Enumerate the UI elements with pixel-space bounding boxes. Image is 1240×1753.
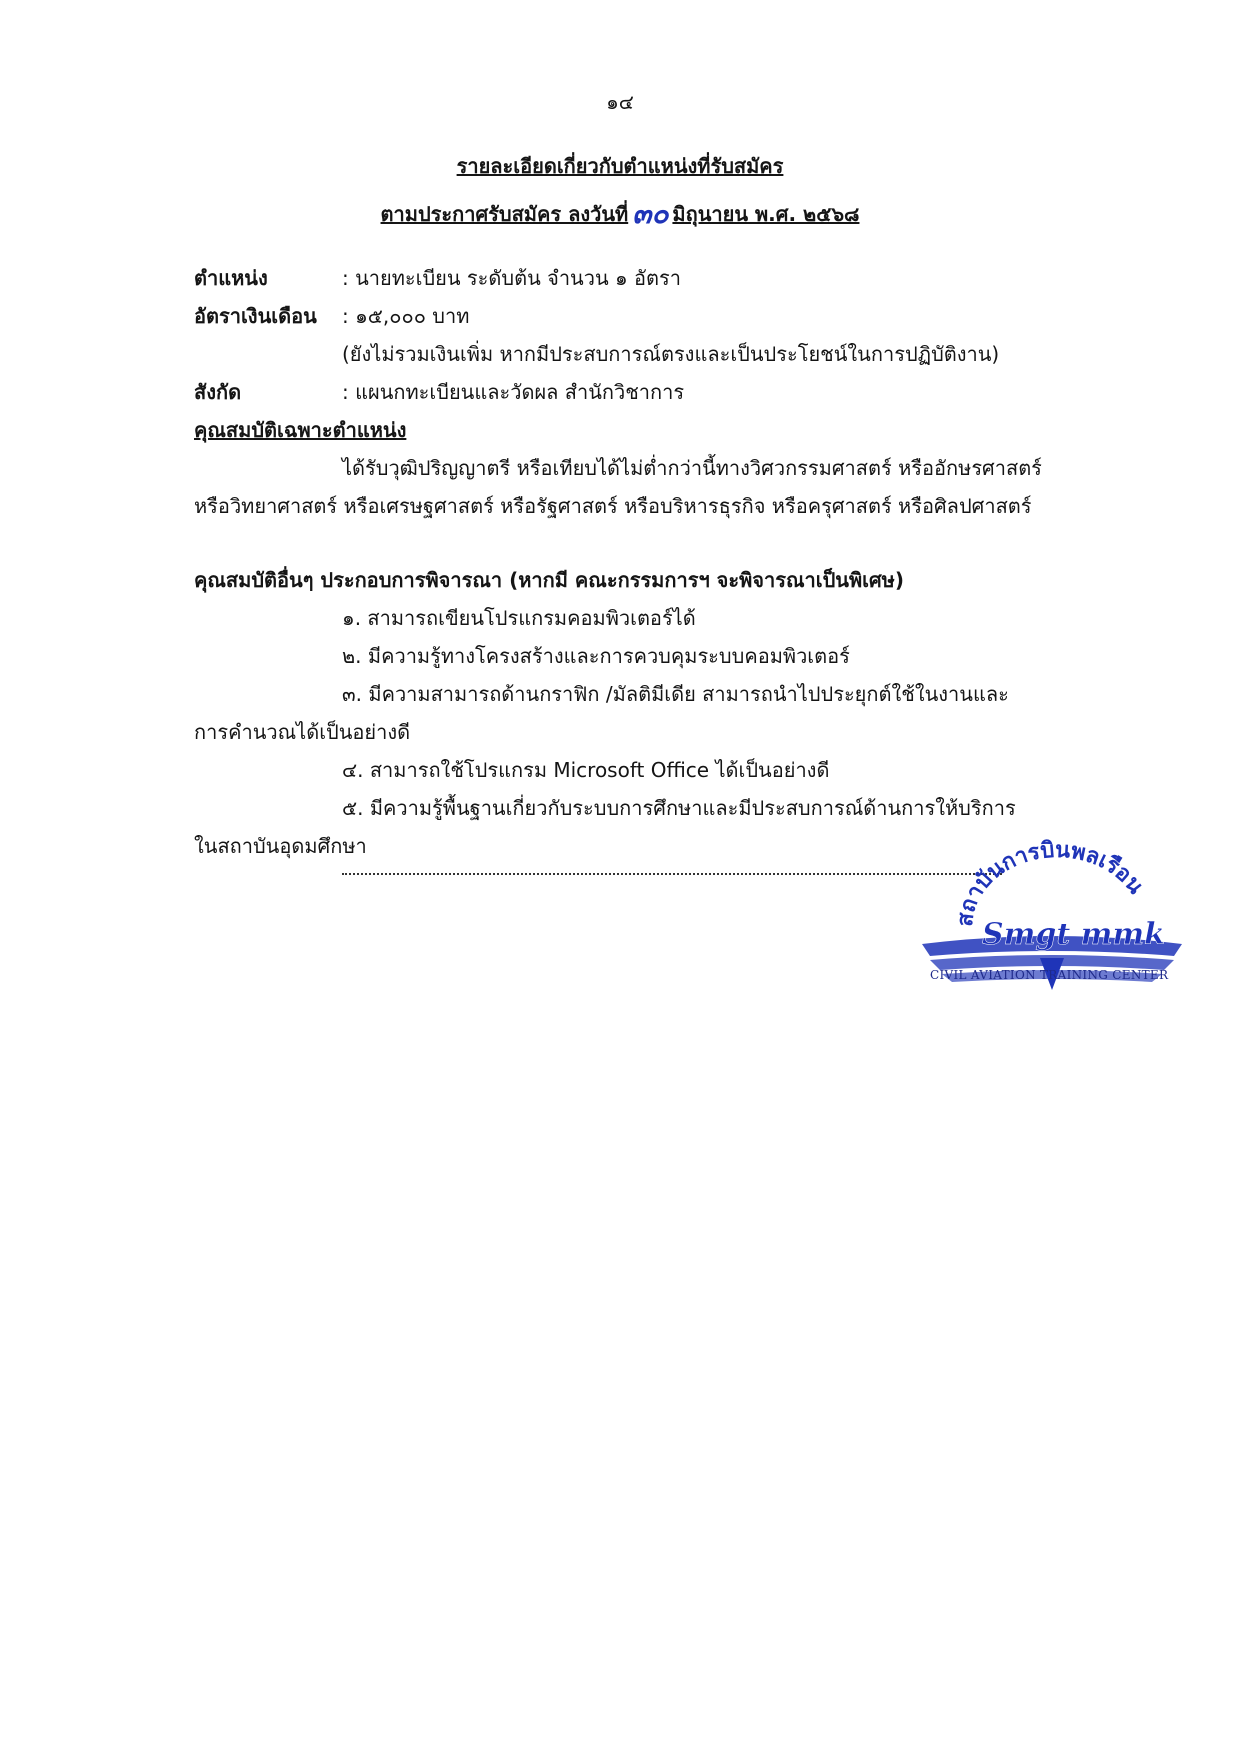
other-item-5-line-2: ในสถาบันอุดมศึกษา bbox=[194, 834, 367, 858]
salary-note: (ยังไม่รวมเงินเพิ่ม หากมีประสบการณ์ตรงและเป็นประโยชน์ในการปฏิบัติงาน) bbox=[342, 342, 1000, 366]
other-item-4: ๔. สามารถใช้โปรแกรม Microsoft Office ได้เป็นอย่างดี bbox=[342, 758, 830, 782]
affiliation-label: สังกัด bbox=[194, 380, 242, 404]
subtitle-prefix: ตามประกาศรับสมัคร ลงวันที่ bbox=[380, 202, 629, 226]
seal-arc-text: สถาบันการบินพลเรือน bbox=[952, 837, 1149, 928]
seal-signature: Smgt mmk bbox=[982, 917, 1165, 952]
other-item-3-line-1: ๓. มีความสามารถด้านกราฟิก /มัลติมีเดีย สามารถนำไปประยุกต์ใช้ในงานและ bbox=[342, 682, 1009, 706]
other-qualifications-heading: คุณสมบัติอื่นๆ ประกอบการพิจารณา (หากมี คณะกรรมการฯ จะพิจารณาเป็นพิเศษ) bbox=[194, 568, 904, 592]
document-subtitle bbox=[0, 190, 1240, 234]
other-item-3-line-2: การคำนวณได้เป็นอย่างดี bbox=[194, 720, 411, 744]
position-value: : นายทะเบียน ระดับต้น จำนวน ๑ อัตรา bbox=[342, 266, 682, 290]
qualifications-line-1: ได้รับวุฒิปริญญาตรี หรือเทียบได้ไม่ต่ำกว่านี้ทางวิศวกรรมศาสตร์ หรืออักษรศาสตร์ bbox=[342, 456, 1042, 480]
affiliation-value: : แผนกทะเบียนและวัดผล สำนักวิชาการ bbox=[342, 380, 685, 404]
document-title: รายละเอียดเกี่ยวกับตำแหน่งที่รับสมัคร bbox=[456, 154, 784, 178]
subtitle-suffix: มิถุนายน พ.ศ. ๒๕๖๘ bbox=[672, 202, 860, 226]
other-item-2: ๒. มีความรู้ทางโครงสร้างและการควบคุมระบบคอมพิวเตอร์ bbox=[342, 644, 850, 668]
handwritten-day: ๓๐ bbox=[632, 197, 669, 230]
other-item-1: ๑. สามารถเขียนโปรแกรมคอมพิวเตอร์ได้ bbox=[342, 606, 696, 630]
page-number: ๑๔ bbox=[606, 90, 634, 114]
seal-caption: CIVIL AVIATION TRAINING CENTER bbox=[930, 968, 1169, 982]
position-label: ตำแหน่ง bbox=[194, 266, 268, 290]
qualifications-heading: คุณสมบัติเฉพาะตำแหน่ง bbox=[194, 418, 407, 442]
qualifications-line-2: หรือวิทยาศาสตร์ หรือเศรษฐศาสตร์ หรือรัฐศาสตร์ หรือบริหารธุรกิจ หรือครุศาสตร์ หรือศิลปศาสตร์ bbox=[194, 494, 1032, 518]
dotted-end-line bbox=[342, 873, 1002, 875]
svg-text:สถาบันการบินพลเรือน bbox=[953, 838, 1148, 928]
salary-value: : ๑๕,๐๐๐ บาท bbox=[342, 304, 470, 328]
salary-label: อัตราเงินเดือน bbox=[194, 304, 317, 328]
other-item-5-line-1: ๕. มีความรู้พื้นฐานเกี่ยวกับระบบการศึกษาและมีประสบการณ์ด้านการให้บริการ bbox=[342, 796, 1016, 820]
